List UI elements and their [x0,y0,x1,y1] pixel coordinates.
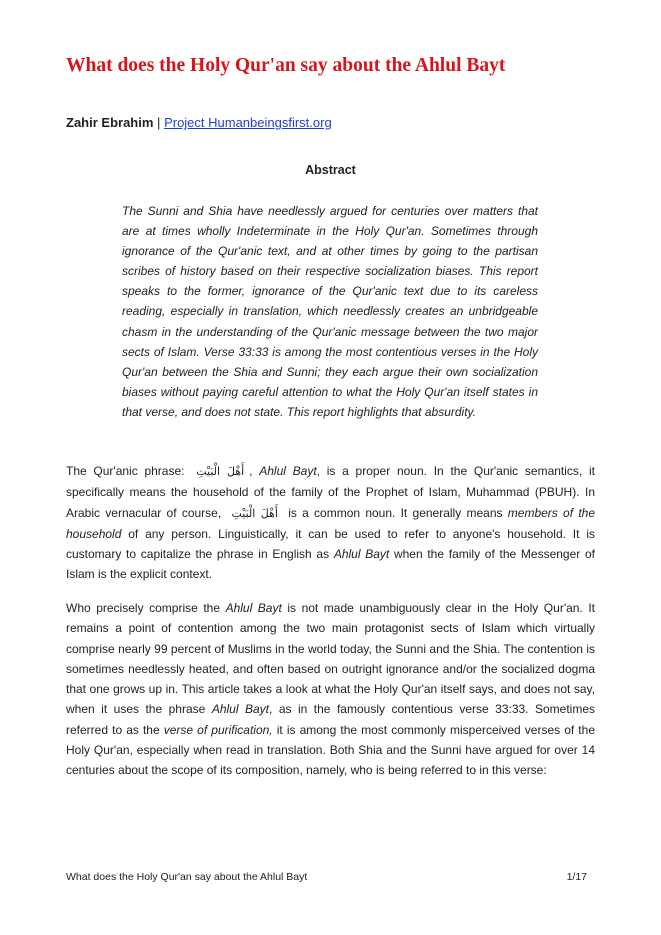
byline [66,115,332,130]
p2-emphasis-1: Ahlul Bayt [225,601,282,615]
p2-text-1: Who precisely comprise the [66,601,221,615]
p2-emphasis-3: verse of purification, [163,722,273,737]
p2-text-4: it is among the most commonly misperceived verses of the Holy Qur'an, especially when read in translation. Both Shia and the Sunni have argued for over 14 centuries about the scope of its composition, namely, who is being referred to in this verse: [66,722,595,778]
p1-text-4: is a common noun. It generally means [288,505,503,520]
arabic-phrase-ahlul-bayt: أَهْلَ الْبَيْتِ [196,465,245,478]
p2-text-3: , as in the famously contentious verse 33:33. Sometimes referred to as the [66,702,596,737]
project-link[interactable]: Project Humanbeingsfirst.org [164,115,332,130]
p2-emphasis-2: Ahlul Bayt [211,702,270,717]
page-number: 1/17 [566,871,587,883]
paragraph-contention [66,598,595,781]
p1-emphasis-3: Ahlul Bayt [333,547,390,562]
footer-title: What does the Holy Qur'an say about the Ahlul Bayt [66,871,308,883]
p1-text-2: , [249,464,253,478]
arabic-phrase-ahlul-bayt-2: أَهْلَ الْبَيْتِ [231,506,278,520]
p2-text-2: is not made unambiguously clear in the Holy Qur'an. It remains a point of contention among the two main protagonist sects of Islam which virtually comprise nearly 99 percent of Muslims in the world today, the Sunni and the Shia. The contention is sometimes needlessly heated, and often based on outright ignorance and/or the socialized dogma that one grows up in. This article takes a look at what the Holy Qur'an itself says, and does not say, when it uses the phrase [66,601,595,717]
p1-text-5: of any person. Linguistically, it can be used to refer to anyone's household. It is customary to capitalize the phrase in English as [66,526,595,562]
paragraph-ahlul-bayt-definition [66,461,595,585]
p1-text-6: when the family of the Messenger of Islam is the explicit context. [66,547,595,582]
document-title: What does the Holy Qur'an say about the Ahlul Bayt [66,55,506,76]
p1-text-1: The Qur'anic phrase: [66,464,185,478]
p1-text-3: , is a proper noun. In the Qur'anic semantics, it specifically means the household of the family of the Prophet of Islam, Muhammad (PBUH). In Arabic vernacular of course, [66,464,595,520]
byline-separator: | [157,115,161,130]
abstract-text: The Sunni and Shia have needlessly argued for centuries over matters that are at times wholly Indeterminate in the Holy Qur'an. Sometimes through ignorance of the Qur'anic text, and at other times by going to the partisan scribes of history based on their respective socialization biases. This report speaks to the former, ignorance of the Qur'anic text due to its careless reading, especially in translation, which needlessly creates an unbridgeable chasm in the understanding of the Qur'anic message between the two major sects of Islam. Verse 33:33 is among the most contentious verses in the Holy Qur'an between the Shia and Sunni; they each argue their own socialization biases without paying careful attention to what the Holy Qur'an itself states in that verse, and does not state. This report highlights that absurdity. [122,204,538,419]
abstract-heading: Abstract [305,163,356,177]
p1-emphasis-2: members of the household [66,505,595,541]
p1-emphasis-1: Ahlul Bayt [259,464,317,478]
author-name: Zahir Ebrahim [66,115,154,130]
